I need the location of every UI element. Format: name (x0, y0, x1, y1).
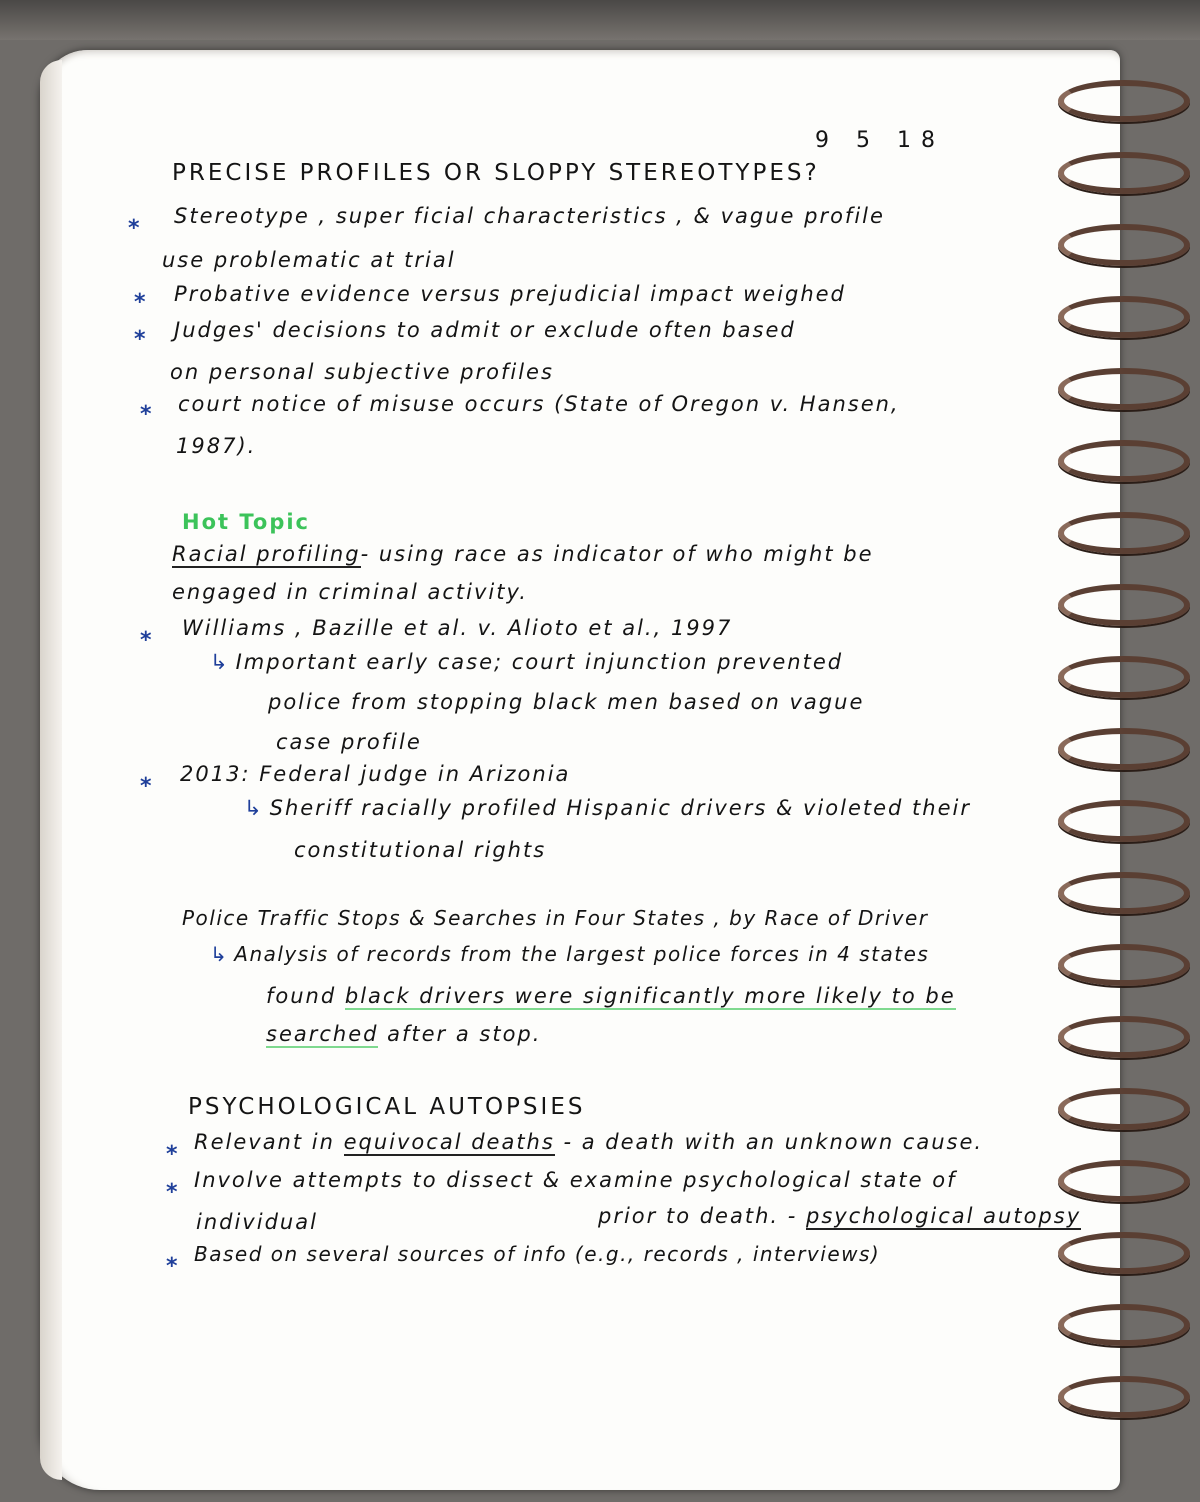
note-line (210, 650, 843, 674)
page-edge (40, 60, 62, 1480)
spiral-ring (1058, 296, 1190, 338)
note-line: use problematic at trial (162, 248, 456, 272)
note-line: individual (196, 1210, 318, 1234)
hook-arrow-icon: ↳ (244, 796, 264, 820)
asterisk-icon: * (140, 628, 152, 653)
note-line (194, 1130, 983, 1154)
spiral-ring (1058, 1160, 1190, 1202)
note-line (266, 1022, 541, 1046)
spiral-ring (1058, 944, 1190, 986)
note-line (266, 984, 956, 1008)
highlighted-text: black drivers were significantly more likely to be (344, 984, 956, 1008)
spiral-ring (1058, 656, 1190, 698)
spiral-ring (1058, 224, 1190, 266)
note-text: Important early case; court injunction prevented (235, 650, 844, 674)
note-line: police from stopping black men based on vague (268, 690, 865, 714)
spiral-ring (1058, 368, 1190, 410)
note-text: prior to death. - (598, 1204, 806, 1228)
note-line (598, 1204, 1081, 1228)
note-line: case profile (276, 730, 422, 754)
hook-arrow-icon: ↳ (210, 942, 229, 966)
note-line: Based on several sources of info (e.g., records , interviews) (194, 1242, 881, 1266)
note-line: on personal subjective profiles (170, 360, 554, 384)
spiral-ring (1058, 1016, 1190, 1058)
note-line: Involve attempts to dissect & examine psychological state of (194, 1168, 957, 1192)
note-line: 2013: Federal judge in Arizonia (180, 762, 571, 786)
asterisk-icon: * (166, 1180, 178, 1205)
note-line: Stereotype , super ficial characteristics , & vague profile (174, 204, 885, 228)
spiral-ring (1058, 800, 1190, 842)
spiral-ring (1058, 1376, 1190, 1418)
note-line: engaged in criminal activity. (172, 580, 528, 604)
definition-text: - using race as indicator of who might be (360, 542, 874, 566)
asterisk-icon: * (128, 216, 140, 241)
asterisk-icon: * (166, 1142, 178, 1167)
note-line: Judges' decisions to admit or exclude often based (174, 318, 796, 342)
note-text: found (266, 984, 345, 1008)
note-text: after a stop. (378, 1022, 542, 1046)
spiral-ring (1058, 728, 1190, 770)
underlined-term: equivocal deaths (343, 1130, 555, 1154)
asterisk-icon: * (134, 327, 146, 352)
spiral-ring (1058, 1232, 1190, 1274)
section-title: PSYCHOLOGICAL AUTOPSIES (188, 1094, 586, 1120)
asterisk-icon: * (140, 402, 152, 427)
note-line (210, 942, 929, 966)
highlighted-text: searched (266, 1022, 379, 1046)
note-text: Sheriff racially profiled Hispanic drivers & violeted their (269, 796, 971, 820)
note-line: constitutional rights (294, 838, 547, 862)
note-text: - a death with an unknown cause. (554, 1130, 984, 1154)
asterisk-icon: * (134, 290, 146, 315)
spiral-ring (1058, 872, 1190, 914)
note-line: 1987). (176, 434, 257, 458)
note-line: Williams , Bazille et al. v. Alioto et al., 1997 (182, 616, 733, 640)
spiral-ring (1058, 440, 1190, 482)
note-text: Analysis of records from the largest police forces in 4 states (234, 942, 930, 966)
hook-arrow-icon: ↳ (210, 650, 230, 674)
underlined-term: psychological autopsy (805, 1204, 1082, 1228)
scan-background (0, 0, 1200, 40)
note-line (244, 796, 971, 820)
spiral-ring (1058, 1304, 1190, 1346)
spiral-ring (1058, 584, 1190, 626)
note-date: 9 5 18 (815, 128, 945, 153)
asterisk-icon: * (166, 1254, 178, 1279)
asterisk-icon: * (140, 774, 152, 799)
note-line (172, 542, 874, 566)
note-text: Relevant in (194, 1130, 344, 1154)
underlined-term: Racial profiling (172, 542, 361, 566)
note-line: Police Traffic Stops & Searches in Four States , by Race of Driver (182, 906, 929, 930)
note-line: court notice of misuse occurs (State of Oregon v. Hansen, (178, 392, 900, 416)
spiral-ring (1058, 80, 1190, 122)
spiral-ring (1058, 1088, 1190, 1130)
spiral-ring (1058, 152, 1190, 194)
section-title: PRECISE PROFILES OR SLOPPY STEREOTYPES? (172, 160, 820, 186)
note-line: Probative evidence versus prejudicial impact weighed (174, 282, 846, 306)
hot-topic-label: Hot Topic (182, 510, 310, 534)
spiral-ring (1058, 512, 1190, 554)
